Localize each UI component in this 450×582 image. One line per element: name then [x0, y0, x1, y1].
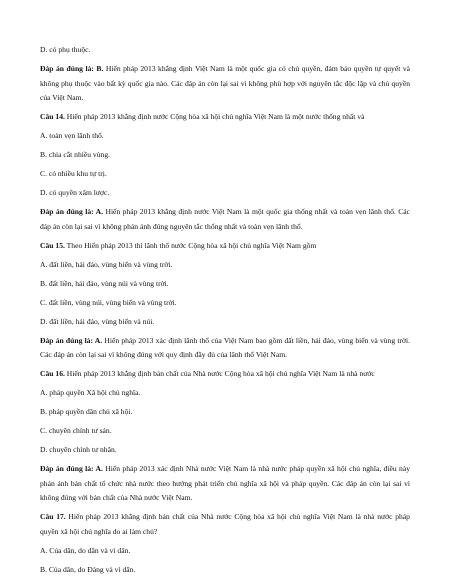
option-line [40, 186, 410, 201]
answer-label: Đáp án đúng là: A. [40, 464, 103, 474]
question-text: Hiến pháp 2013 khẳng định bản chất của Nhà nước Cộng hòa xã hội chủ nghĩa Việt Nam là nhà nước [64, 369, 375, 379]
option-text: D. đất liền, hải đảo, vùng biển và núi. [40, 316, 155, 326]
option-text: D. có phụ thuộc. [40, 45, 91, 54]
question-label: Câu 16. [40, 369, 65, 379]
document-page [40, 43, 410, 582]
option-text: B. đất liền, hải đảo, vùng núi và vùng trời. [40, 278, 169, 288]
option-text: C. có nhiều khu tự trị. [40, 169, 107, 179]
option-text: A. toàn vẹn lãnh thổ. [40, 131, 104, 141]
option-line [40, 315, 410, 330]
option-line [40, 386, 410, 401]
question-14 [40, 110, 410, 125]
question-label: Câu 15. [40, 240, 65, 250]
option-line [40, 148, 410, 163]
option-line [40, 43, 410, 58]
option-line [40, 167, 410, 182]
question-16 [40, 367, 410, 382]
answer-label: Đáp án đúng là: A. [40, 335, 103, 345]
question-label: Câu 14. [40, 112, 65, 122]
answer-paragraph [40, 205, 410, 234]
question-15 [40, 239, 410, 254]
answer-explanation: Hiến pháp 2013 xác định Nhà nước Việt Nam là nhà nước pháp quyền xã hội chủ nghĩa, điều này phản ánh bản chất tổ chức nhà nước theo hướng phát triển chủ nghĩa xã hội và pháp quyền. Các đáp án còn lại sai vì không đúng với bản chất của Nhà nước Việt Nam. [40, 464, 410, 503]
option-text: A. Của dân, do dân và vì dân. [40, 545, 131, 555]
answer-paragraph [40, 62, 410, 106]
option-line [40, 129, 410, 144]
option-line [40, 405, 410, 420]
question-text: Theo Hiến pháp 2013 thì lãnh thổ nước Cộng hòa xã hội chủ nghĩa Việt Nam gồm [64, 240, 317, 250]
option-line [40, 296, 410, 311]
answer-explanation: Hiến pháp 2013 khẳng định nước Việt Nam là một quốc gia thống nhất và toàn vẹn lãnh thổ. Các đáp án còn lại sai vì không phản ánh đúng nguyên tắc thống nhất và toàn vẹn lãnh thổ. [40, 207, 411, 231]
option-line [40, 258, 410, 273]
question-label: Câu 17. [40, 512, 66, 522]
answer-explanation: Hiến pháp 2013 khẳng định Việt Nam là một quốc gia có chủ quyền, đảm bảo quyền tự quyết và không phụ thuộc vào bất kỳ quốc gia nào. Các đáp án còn lại sai vì không phù hợp với nguyên tắc độc lập và chủ quyền của Việt Nam. [40, 63, 410, 103]
option-text: B. Của dân, do Đảng và vì dân. [40, 564, 136, 574]
question-17 [40, 510, 410, 539]
option-text: A. đất liền, hải đảo, vùng biển và vùng trời. [40, 259, 173, 269]
question-text: Hiến pháp 2013 khẳng định nước Cộng hòa xã hội chủ nghĩa Việt Nam là một nước thống nhất và [64, 112, 365, 122]
option-line [40, 563, 410, 578]
option-line [40, 277, 410, 292]
answer-label: Đáp án đúng là: B. [40, 63, 104, 73]
option-text: B. pháp quyền dân chủ xã hội. [40, 407, 133, 417]
answer-paragraph [40, 334, 410, 363]
option-text: C. đất liền, vùng núi, vùng biển và vùng trời. [40, 297, 177, 307]
option-text: D. có quyền xâm lược. [40, 188, 110, 198]
option-text: C. chuyên chính tư sản. [40, 426, 112, 436]
option-text: B. chia cắt nhiều vùng. [40, 150, 111, 160]
option-line [40, 424, 410, 439]
option-line [40, 544, 410, 559]
question-text: Hiến pháp 2013 khẳng định bản chất của Nhà nước Cộng hòa xã hội chủ nghĩa Việt Nam là nhà nước pháp quyền xã hội chủ nghĩa do ai làm chủ? [40, 512, 410, 536]
answer-paragraph [40, 462, 410, 506]
option-line [40, 443, 410, 458]
answer-label: Đáp án đúng là: A. [40, 207, 104, 217]
option-text: A. pháp quyền Xã hội chủ nghĩa. [40, 388, 141, 398]
answer-explanation: Hiến pháp 2013 xác định lãnh thổ của Việt Nam bao gồm đất liền, hải đảo, vùng biển và vùng trời. Các đáp án còn lại sai vì không đúng với quy định đầy đủ của lãnh thổ Việt Nam. [40, 335, 410, 360]
option-text: D. chuyên chính tư nhân. [40, 445, 117, 455]
